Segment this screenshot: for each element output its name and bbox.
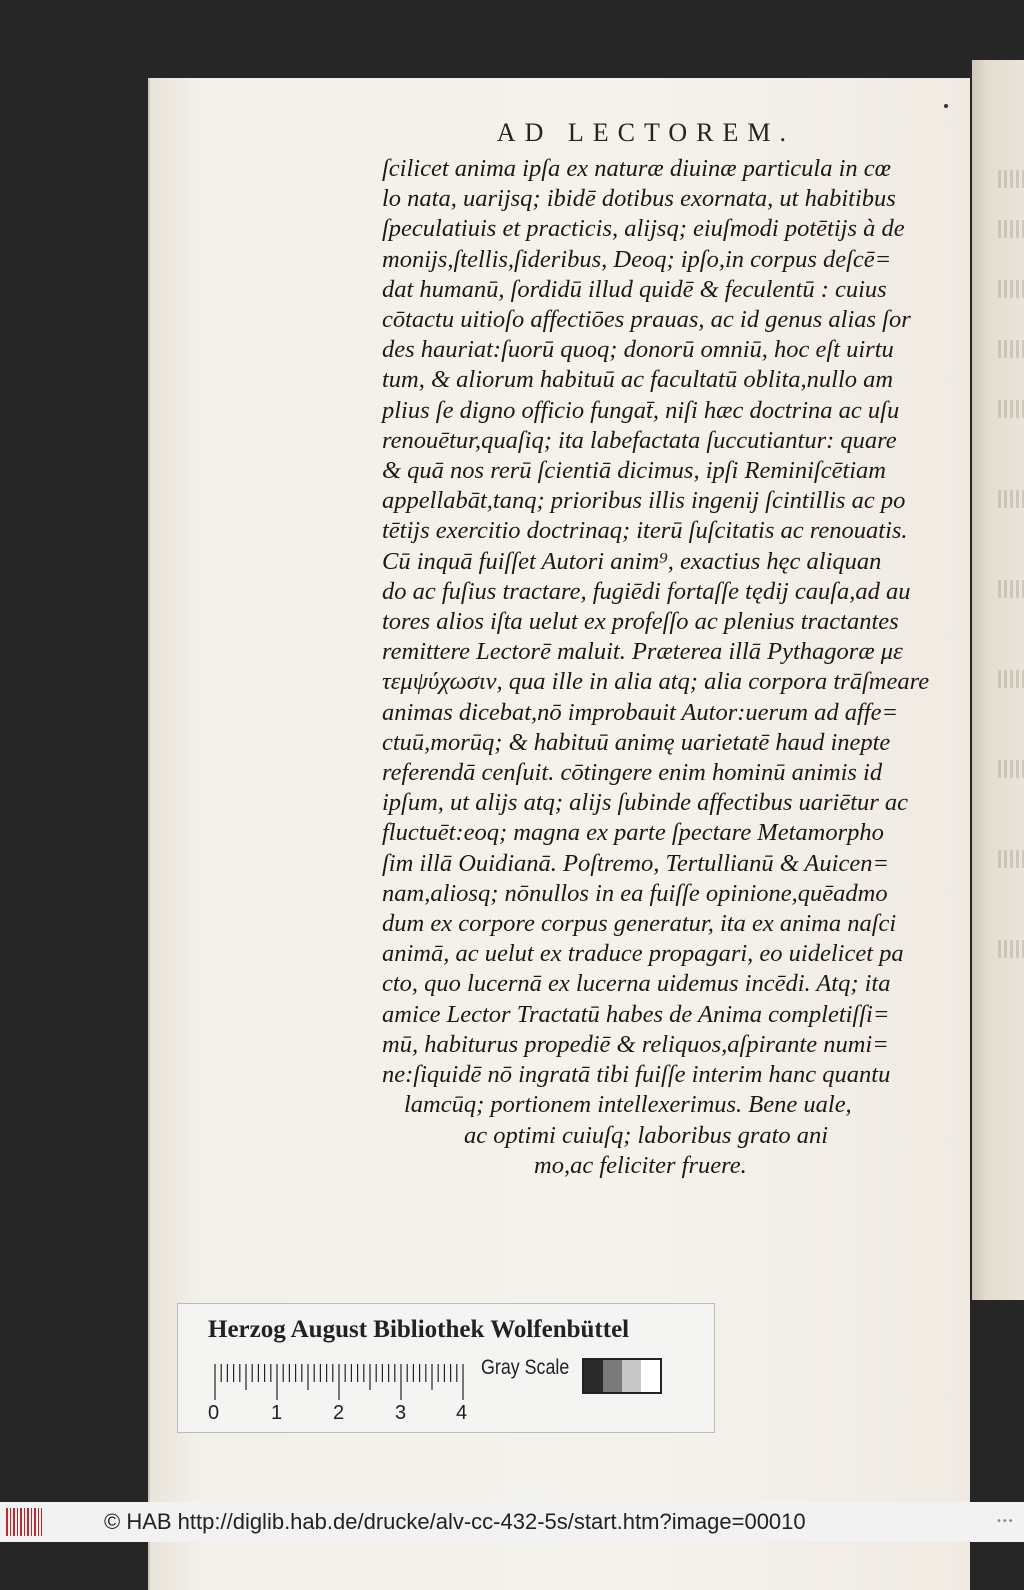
text-line: fluctuēt:eoq; magna ex parte ſpectare Metamorpho [382,819,884,847]
text-line: ipſum, ut alijs atq; alijs ſubinde affectibus uariētur ac [382,789,909,817]
facing-text-fragment [998,220,1024,238]
copyright-url[interactable]: © HAB http://diglib.hab.de/drucke/alv-cc-432-5s/start.htm?image=00010 [104,1509,806,1534]
text-line: monijs,ſtellis,ſideribus, Deoq; ipſo,in corpus deſcē= [382,245,892,273]
text-line: animas dicebat,nō improbauit Autor:uerum ad affe= [382,698,899,726]
ruler-ticks [214,1362,468,1402]
text-line: amice Lector Tractatū habes de Anima completiſſi= [382,1000,890,1028]
text-line: remittere Lectorē maluit. Præterea illā Pythagoræ με [382,638,903,666]
calibration-card [178,1304,714,1432]
text-line: ſpeculatiuis et practicis, alijsq; eiuſmodi potētijs à de [382,215,905,243]
text-line: do ac fuſius tractare, fugiēdi fortaſſe tędij cauſa,ad au [382,577,911,605]
text-line: ſim illā Ouidianā. Poſtremo, Tertullianū & Auicen= [382,849,889,877]
text-line: plius ſe digno officio fungat̄, niſi hæc doctrina ac uſu [382,396,900,424]
barcode-icon [6,1508,42,1536]
ruler-number: 2 [333,1402,345,1424]
gray-swatch [622,1360,641,1392]
gray-scale-swatches [582,1358,662,1394]
facing-text-fragment [998,670,1024,688]
gray-swatch [603,1360,622,1392]
ink-mark [944,104,948,108]
running-head: AD LECTOREM. [496,118,795,147]
closing-line: ac optimi cuiuſq; laboribus grato ani [464,1121,829,1149]
facing-page-edge [972,60,1024,1300]
text-line: appellabāt,tanq; prioribus illis ingenij ſcintillis ac po [382,487,906,515]
text-line: animā, ac uelut ex traduce propagari, eo uidelicet pa [382,940,904,968]
text-line: & quā nos rerū ſcientiā dicimus, ipſi Reminiſcētiam [382,457,886,485]
text-line: lo nata, uarijsq; ibidē dotibus exornata, ut habitibus [382,185,896,213]
text-line: ne:ſiquidē nō ingratā tibi fuiſſe interim hanc quantu [382,1061,891,1089]
facing-text-fragment [998,340,1024,358]
text-line: renouētur,quaſiq; ita labefactata ſuccutiantur: quare [382,426,897,454]
facing-text-fragment [998,940,1024,958]
text-line: cto, quo lucernā ex lucerna uidemus incēdi. Atq; ita [382,970,891,998]
facing-text-fragment [998,400,1024,418]
text-line: dat humanū, ſordidū illud quidē & feculentū : cuius [382,275,887,303]
text-line: tētijs exercitio doctrinaq; iterū ſuſcitatis ac renouatis. [382,517,908,545]
facing-text-fragment [998,490,1024,508]
text-line: tores alios iſta uelut ex profeſſo ac plenius tractantes [382,608,899,636]
dots-icon: ••• [996,1516,1014,1527]
text-line: mū, habiturus propediē & reliquos,aſpirante numi= [382,1030,889,1058]
text-line: dum ex corpore corpus generatur, ita ex anima naſci [382,910,897,938]
text-line: τεμψύχωσιν, qua ille in alia atq; alia corpora trāſmeare [382,668,930,696]
text-line: des hauriat:ſuorū quoq; donorū omniū, hoc eſt uirtu [382,336,894,364]
facing-text-fragment [998,850,1024,868]
facing-text-fragment [998,280,1024,298]
gray-scale-label: Gray Scale [481,1356,570,1379]
text-line: ctuū,morūq; & habituū animę uarietatē haud inepte [382,728,891,756]
gray-swatch [584,1360,603,1392]
card-title: Herzog August Bibliothek Wolfenbüttel [208,1316,630,1343]
ruler-number: 4 [456,1402,468,1424]
text-line: Cū inquā fuiſſet Autori anim⁹, exactius hęc aliquan [382,547,882,575]
text-line: ſcilicet anima ipſa ex naturæ diuinæ particula in cœ [382,155,892,182]
facing-text-fragment [998,580,1024,598]
text-line: tum, & aliorum habituū ac facultatū oblita,nullo am [382,366,894,394]
closing-line: mo,ac feliciter fruere. [534,1151,747,1179]
gray-swatch [641,1360,660,1392]
body-text [382,154,952,1181]
facing-text-fragment [998,170,1024,188]
text-line: nam,aliosq; nōnullos in ea fuiſſe opinione,quēadmo [382,879,888,907]
ruler-number: 1 [271,1402,283,1424]
footer-bar [0,1502,1024,1542]
ruler-number: 0 [208,1402,220,1424]
facing-text-fragment [998,760,1024,778]
ruler-number: 3 [395,1402,407,1424]
text-line: referendā cenſuit. cōtingere enim hominū animis id [382,759,883,787]
text-line: cōtactu uitioſo affectiōes prauas, ac id genus alias ſor [382,306,911,334]
closing-line: lamcūq; portionem intellexerimus. Bene uale, [404,1091,852,1119]
